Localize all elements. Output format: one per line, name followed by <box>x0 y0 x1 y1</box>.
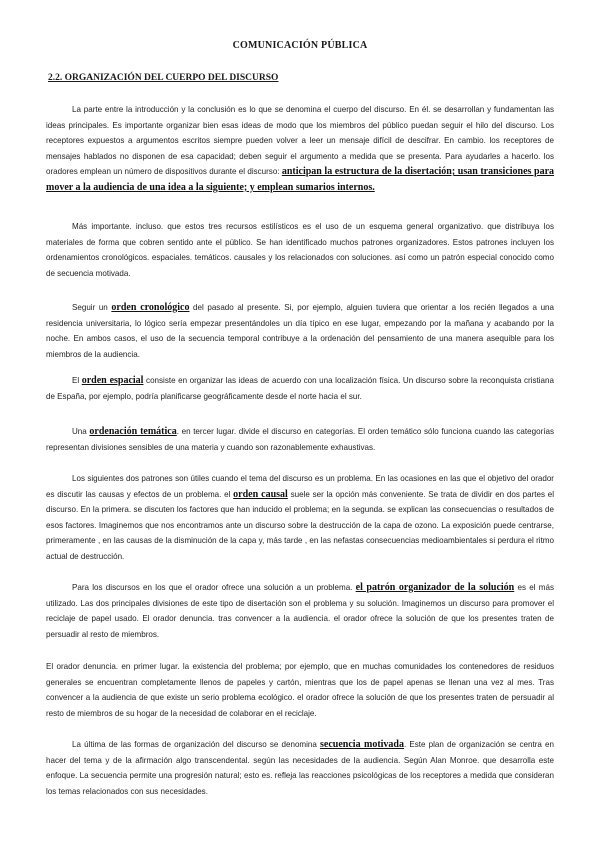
page-header-title: COMUNICACIÓN PÚBLICA <box>232 40 368 51</box>
paragraph-text: suele ser la opción más conveniente. Se trata de dividir en dos partes el discurso. En la primera. se discuten los factores que han inducido el problema; en la segunda. se explican las consecuencias o resultados de esos factores. Imaginemos que nos encontramos ante un discurso sobre la destrucción de la capa de ozono. La exposición puede centrarse, primeramente , en las causas de la disminución de la capa y, más tarde , en las nefastas consecuencias medioambientales si perdura el ritmo actual de destrucción. <box>46 489 554 561</box>
paragraph-text: La última de las formas de organización del discurso se denomina <box>72 740 321 749</box>
highlighted-term: ordenación temática <box>89 426 177 437</box>
paragraph-chronological <box>46 300 554 362</box>
paragraph-spatial <box>46 373 554 404</box>
paragraph-text: consiste en organizar las ideas de acuerdo con una localización física. Un discurso sobre la reconquista cristiana de España, por ejemplo, podría planificarse geográficamente desde el norte hacia el sur. <box>46 376 554 401</box>
highlighted-term: secuencia motivada <box>320 739 404 750</box>
highlighted-term: orden espacial <box>81 375 144 386</box>
paragraph-intro <box>46 102 554 195</box>
paragraph-text: del pasado al presente. Si, por ejemplo, alguien tuviera que orientar a los recién llegados a una residencia universitaria, lo lógico sería empezar presentándoles un día típico en ese lugar, empezando por la mañana y acabando por la noche. En ambos casos, el uso de la secuencia temporal contribuye a la ordenación del pensamiento de una manera asequible para los miembros de la audiencia. <box>46 303 554 359</box>
highlighted-term: orden causal <box>233 488 288 500</box>
paragraph-motivated-sequence <box>46 737 554 799</box>
paragraph-solution <box>46 580 554 642</box>
paragraph-text: Más importante. incluso. que estos tres recursos estilísticos es el uso de un esquema general organizativo. que distribuya los materiales de forma que cobren sentido ante el público. Se han identificado muchos patrones organizadores. Estos patrones incluyen los ordenamientos cronológicos. espaciales. temáticos. causales y los relacionados con soluciones. así como un patrón especial conocido como de secuencia motivada. <box>46 222 554 278</box>
paragraph-causal <box>46 471 554 564</box>
paragraph-text: . en tercer lugar. divide el discurso en categorías. El orden temático sólo funciona cuando las categorías representan divisiones sensibles de una materia y cuando son razonablemente exhaustivas. <box>46 427 554 452</box>
highlighted-term: orden cronológico <box>111 302 190 313</box>
paragraph-text: es el más utilizado. Las dos principales divisiones de este tipo de disertación son el problema y su solución. Imaginemos un discurso para promover el reciclaje de papel usado. El orador denuncia. tras convencer a la audiencia. el orador ofrece la solución de que los presentes traten de persuadir al resto de miembros. <box>46 583 555 639</box>
paragraph-text: Una <box>72 427 90 436</box>
paragraph-text: Los siguientes dos patrones son útiles cuando el tema del discurso es un problema. En las ocasiones en las que el objetivo del orador es discutir las causas y efectos de un problema. el <box>46 474 554 499</box>
paragraph-text: El orador denuncia. en primer lugar. la existencia del problema; por ejemplo, que en muchas comunidades los contenedores de residuos generales se encuentran completamente llenos de papeles y cartón, mientras que los de papel apenas se llenan una vez al mes. Tras convencer a la audiencia de que existe un serio problema ecológico. el orador ofrece la solución de que los presentes traten de persuadir al resto de miembros de su hogar de la necesidad de colaborar en el reciclaje. <box>46 662 554 718</box>
section-heading: 2.2. ORGANIZACIÓN DEL CUERPO DEL DISCURSO <box>48 73 279 83</box>
paragraph-text: Para los discursos en los que el orador ofrece una solución a un problema. <box>72 583 356 592</box>
highlighted-term: el patrón organizador de la solución <box>355 582 515 593</box>
paragraph-text: El <box>72 376 82 385</box>
paragraph-text: La parte entre la introducción y la conclusión es lo que se denomina el cuerpo del discurso. En él. se desarrollan y fundamentan las ideas principales. Es importante organizar bien esas ideas de modo que los miembros del público puedan seguir el hilo del discurso. Los receptores expuestos a argumentos escritos siempre pueden volver a leer un mensaje difícil de descifrar. En cambio. los receptores de mensajes hablados no disponen de esa capacidad; deben seguir el argumento a medida que se presenta. Para ayudarles a hacerlo. los oradores emplean un número de dispositivos durante el discurso: <box>46 105 554 176</box>
highlighted-term: anticipan la estructura de la disertación; usan transiciones para mover a la audiencia de una idea a la siguiente; y emplean sumarios internos. <box>46 166 555 193</box>
paragraph-problem-example <box>46 659 554 721</box>
paragraph-thematic <box>46 424 554 455</box>
paragraph-organizational-patterns <box>46 219 554 281</box>
paragraph-text: Seguir un <box>72 303 112 312</box>
paragraph-text: . Este plan de organización se centra en hacer del tema y de la afirmación algo transcendental. según las necesidades de la audiencia. Según Alan Monroe. que desarrolla este enfoque. La secuencia permite una progresión natural; esto es. refleja las reacciones psicológicas de los receptores a medida que consideran los temas relacionados con sus necesidades. <box>46 740 554 796</box>
